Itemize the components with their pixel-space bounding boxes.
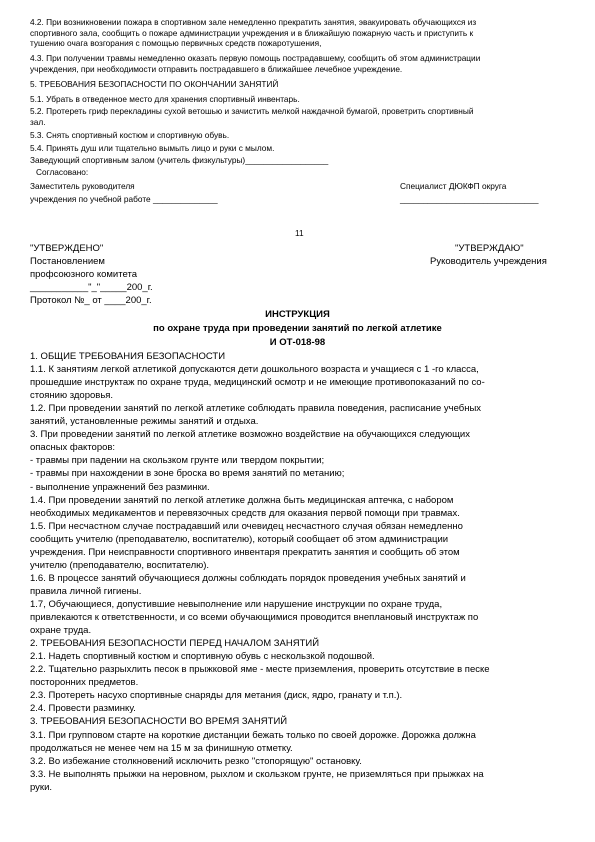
para-4-2-line-1: 4.2. При возникновении пожара в спортивном зале немедленно прекратить занятия, эвакуировать обучающихся из [30, 17, 477, 27]
para-4-2-line-2: спортивного зала, сообщить о пожаре администрации учреждения и в ближайшую пожарную часть и приступить к [30, 27, 474, 38]
para-5-2-line-2: зал. [30, 117, 46, 127]
body-line: 3.1. При групповом старте на короткие дистанции бежать только по своей дорожке. Дорожка должна [30, 729, 476, 741]
body-line: необходимых медикаментов и перевязочных средств для оказания первой помощи при травмах. [30, 507, 460, 519]
body-line: - травмы при падении на скользком грунте или твердом покрытии; [30, 455, 325, 467]
para-5-3: 5.3. Снять спортивный костюм и спортивную обувь. [30, 130, 230, 140]
approved-line-3: ___________"_"_____200_г. [30, 282, 153, 293]
body-line: учителю (преподавателю, воспитателю). [30, 559, 210, 571]
body-line: 1.4. При проведении занятий по легкой атлетике должна быть медицинская аптечка, с набором [30, 494, 454, 506]
body-line: 3. ТРЕБОВАНИЯ БЕЗОПАСНОСТИ ВО ВРЕМЯ ЗАНЯТИЙ [30, 716, 288, 728]
approved-line-2: профсоюзного комитета [30, 269, 137, 280]
body-line: прошедшие инструктаж по охране труда, медицинский осмотр и не имеющие противопоказаний по со- [30, 377, 485, 389]
body-line: 1.2. При проведении занятий по легкой атлетике соблюдать правила поведения, расписание учебных [30, 403, 482, 415]
body-line: 2.1. Надеть спортивный костюм и спортивную обувь с нескользкой подошвой. [30, 651, 375, 663]
doc-subtitle: по охране труда при проведении занятий по легкой атлетике [153, 323, 442, 334]
body-line: 2.4. Провести разминку. [30, 703, 136, 715]
approved-line-1: Постановлением [30, 256, 105, 267]
body-line: - выполнение упражнений без разминки. [30, 481, 210, 493]
para-4-3-line-1: 4.3. При получении травмы немедленно оказать первую помощь пострадавшему, сообщить об этом администрации [30, 53, 481, 63]
agreed-label: Согласовано: [36, 167, 89, 177]
body-line: посторонних предметов. [30, 677, 139, 689]
para-4-3-line-2: учреждения, при необходимости отправить пострадавшего в ближайшее лечебное учреждение. [30, 63, 403, 74]
body-line: - травмы при нахождении в зоне броска во время занятий по метанию; [30, 468, 345, 480]
para-5-1: 5.1. Убрать в отведенное место для хранения спортивный инвентарь. [30, 94, 300, 104]
body-line: сообщить учителю (преподавателю, воспитателю), который сообщает об этом администрации [30, 533, 449, 545]
body-line: 1.7, Обучающиеся, допустившие невыполнение или нарушение инструкции по охране труда, [30, 599, 443, 610]
body-line: 1.1. К занятиям легкой атлетикой допускаются дети дошкольного возраста и учащиеся с 1 -го класса, [30, 364, 479, 376]
body-line: стоянию здоровья. [30, 390, 114, 402]
deputy-line-1: Заместитель руководителя [30, 181, 135, 191]
body-line: привлекаются к ответственности, и со всеми обучающимися проводится внеплановый инструктаж по [30, 612, 479, 623]
para-5-2-line-1: 5.2. Протереть гриф перекладины сухой ветошью и зачистить мелкой наждачной бумагой, проветрить спортивный [30, 106, 474, 116]
para-5-4: 5.4. Принять душ или тщательно вымыть лицо и руки с мылом. [30, 143, 275, 153]
body-line: руки. [30, 781, 53, 793]
doc-code: И ОТ-018-98 [269, 337, 326, 348]
doc-title: ИНСТРУКЦИЯ [265, 309, 330, 320]
body-line: продолжаться не менее чем на 15 м за финишную отметку. [30, 742, 293, 754]
protocol-line: Протокол №_ от ____200_г. [30, 295, 152, 306]
body-line: 3.3. Не выполнять прыжки на неровном, рыхлом и скользком грунте, не приземляться при прыжках на [30, 768, 484, 780]
approve-title: "УТВЕРЖДАЮ" [455, 243, 524, 254]
body-line: 2. ТРЕБОВАНИЯ БЕЗОПАСНОСТИ ПЕРЕД НАЧАЛОМ ЗАНЯТИЙ [30, 638, 320, 650]
page-number: 11 [295, 228, 304, 238]
specialist-line-1: Специалист ДЮКФП округа [400, 181, 507, 191]
head-of-hall-signature: Заведующий спортивным залом (учитель физкультуры)__________________ [30, 155, 329, 165]
body-line: 2.2. Тщательно разрыхлить песок в прыжковой яме - месте приземления, проверить отсутствие в песке [30, 664, 490, 676]
body-line: 1.6. В процессе занятий обучающиеся должны соблюдать порядок проведения учебных занятий и [30, 572, 466, 584]
body-line: охране труда. [30, 625, 92, 636]
body-line: 3.2. Во избежание столкновений исключить резко "стопорящую" остановку. [30, 755, 362, 767]
body-line: опасных факторов: [30, 442, 116, 454]
body-line: 1. ОБЩИЕ ТРЕБОВАНИЯ БЕЗОПАСНОСТИ [30, 351, 226, 362]
para-4-2-line-3: тушению очага возгорания с помощью первичных средств пожаротушения, [30, 38, 322, 48]
specialist-line-2: ______________________________ [400, 194, 539, 204]
deputy-line-2: учреждения по учебной работе ______________ [30, 194, 218, 204]
body-line: 1.5. При несчастном случае пострадавший или очевидец несчастного случая обязан немедленно [30, 520, 463, 532]
body-line: учреждения. При неисправности спортивного инвентаря прекратить занятия и сообщить об этом [30, 546, 460, 558]
body-line: 3. При проведении занятий по легкой атлетике возможно воздействие на обучающихся следующих [30, 429, 470, 441]
body-line: 2.3. Протереть насухо спортивные снаряды для метания (диск, ядро, гранату и т.п.). [30, 690, 403, 702]
body-line: занятий, установленные режимы занятий и отдыха. [30, 416, 259, 428]
section-5-heading: 5. ТРЕБОВАНИЯ БЕЗОПАСНОСТИ ПО ОКОНЧАНИИ ЗАНЯТИЙ [30, 79, 279, 89]
body-line: правила личной гигиены. [30, 585, 142, 597]
approve-line-1: Руководитель учреждения [430, 256, 547, 267]
approved-title: "УТВЕРЖДЕНО" [30, 243, 104, 254]
